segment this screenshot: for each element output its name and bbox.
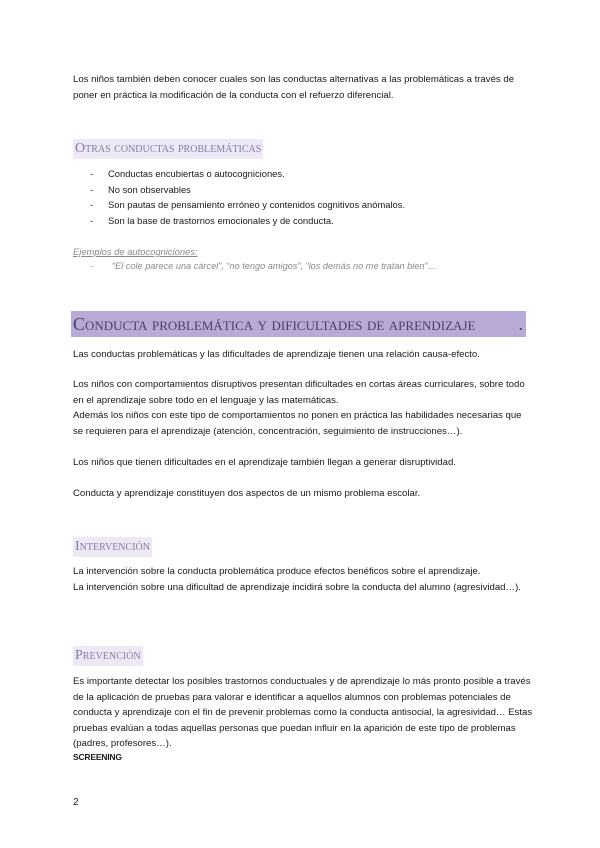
- heading-dot: .: [518, 314, 523, 334]
- heading-otras-conductas: Otras conductas problemáticas: [73, 139, 263, 159]
- example-item: - “El cole parece una cárcel”, “no tengo amigos”, “los demás no me tratan bien”…: [90, 261, 437, 271]
- list-item: - Son la base de trastornos emocionales y de conducta.: [90, 213, 405, 229]
- otras-conductas-list: [90, 166, 405, 228]
- heading-text: Conducta problemática y dificultades de aprendizaje: [73, 314, 476, 334]
- list-item: - Conductas encubiertas o autocogniciones.: [90, 166, 405, 182]
- heading-intervencion: Intervención: [73, 537, 152, 557]
- paragraph: Además los niños con este tipo de comportamientos no ponen en práctica las habilidades necesarias que se requieren para el aprendizaje (atención, concentración, seguimiento de instrucciones…).: [73, 410, 522, 437]
- paragraph: La intervención sobre una dificultad de aprendizaje incidirá sobre la conducta del alumno (agresividad…).: [73, 582, 521, 593]
- paragraph: Los niños con comportamientos disruptivos presentan dificultades en cortas áreas curriculares, sobre todo en el aprendizaje sobre todo en el lenguaje y las matemáticas.: [73, 379, 525, 406]
- heading-prevencion: Prevención: [73, 646, 143, 666]
- intro-paragraph: Los niños también deben conocer cuales son las conductas alternativas a las problemáticas a través de poner en práctica la modificación de la conducta con el refuerzo diferencial.: [73, 74, 515, 101]
- list-item: - Son pautas de pensamiento erróneo y contenidos cognitivos anómalos.: [90, 197, 405, 213]
- example-text: “El cole parece una cárcel”, “no tengo amigos”, “los demás no me tratan bien”…: [112, 261, 437, 271]
- paragraph: La intervención sobre la conducta problemática produce efectos benéficos sobre el aprendizaje.: [73, 566, 481, 577]
- examples-label: Ejemplos de autocogniciones:: [73, 246, 198, 257]
- paragraph: Es importante detectar los posibles trastornos conductuales y de aprendizaje lo más pronto posible a través de la aplicación de pruebas para valorar e identificar a aquellos alumnos con problemas potenciales de conducta y aprendizaje con el fin de prevenir problemas como la conducta antisocial, la agresividad… Estas pruebas evalúan a todas aquellas personas que puedan influir en la aparición de este tipo de problemas (padres, profesores…).: [73, 676, 533, 749]
- paragraph: Los niños que tienen dificultades en el aprendizaje también llegan a generar disruptividad.: [73, 457, 456, 468]
- screening-label: SCREENING: [73, 752, 122, 762]
- list-item: - No son observables: [90, 182, 405, 198]
- heading-conducta-aprendizaje: [71, 311, 526, 337]
- paragraph: Conducta y aprendizaje constituyen dos aspectos de un mismo problema escolar.: [73, 488, 421, 499]
- paragraph: Las conductas problemáticas y las dificultades de aprendizaje tienen una relación causa-efecto.: [73, 349, 480, 360]
- page-number: 2: [73, 797, 79, 808]
